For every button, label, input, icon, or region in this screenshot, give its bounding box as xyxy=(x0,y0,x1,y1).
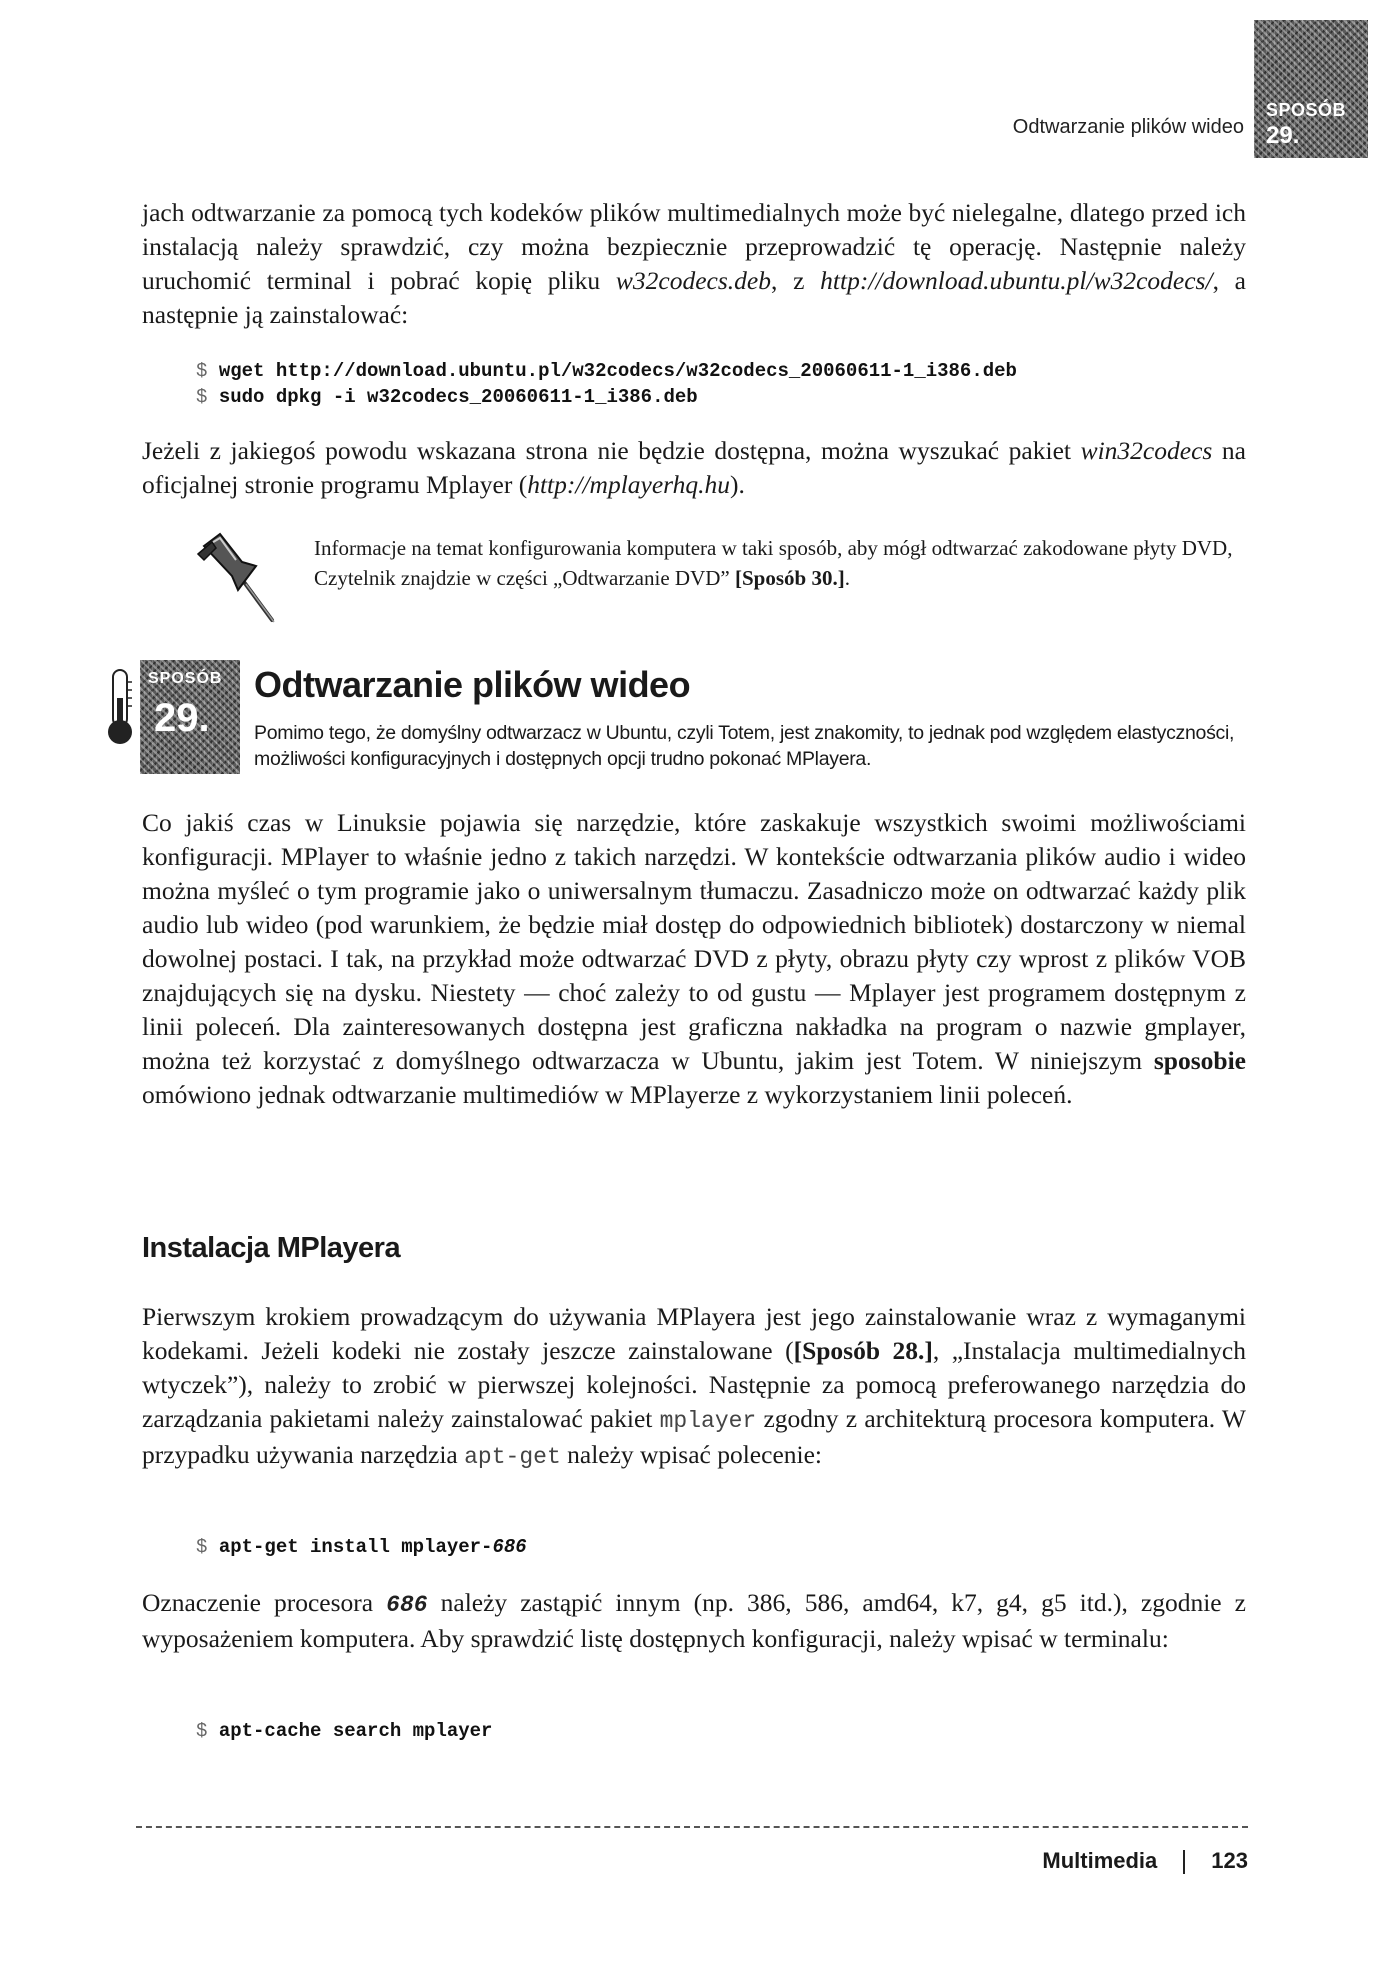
chapter-tab xyxy=(1254,20,1368,158)
chapter-tab-label: SPOSÓB xyxy=(1266,100,1347,120)
text-run: jach odtwarzanie za pomocą tych kodeków plików multimedialnych może być nielegalne, dlatego przed ich instalacją należy sprawdzić, czy można bezpiecznie przeprowadzić tę operację. Następnie należy uruchomić terminal i pobrać kopię pliku xyxy=(142,198,1246,295)
footer-rule xyxy=(136,1826,1248,1828)
fallback-paragraph xyxy=(142,434,1246,502)
note-text xyxy=(314,533,1234,593)
cross-reference: [Sposób 30.] xyxy=(734,566,845,590)
pushpin-icon xyxy=(194,528,290,628)
text-run: Informacje na temat konfigurowania komputera w taki sposób, aby mógł odtwarzać zakodowane płyty DVD, Czytelnik znajdzie w części „Odtwarzanie DVD” xyxy=(314,536,1233,590)
page-number: 123 xyxy=(1211,1848,1248,1873)
arch-paragraph xyxy=(142,1586,1246,1656)
footer-separator xyxy=(1183,1850,1185,1874)
section-heading: Instalacja MPlayera xyxy=(142,1232,401,1264)
text-run: , „Instalacja multimedialnych wtyczek”), należy to zrobić w pierwszej kolejności. Następnie za pomocą preferowanego narzędzia do zarządzania pakietami należy zainstalować pakiet xyxy=(142,1336,1246,1433)
text-run: Jeżeli z jakiegoś powodu wskazana strona nie będzie dostępna, można wyszukać pakiet xyxy=(142,436,1081,465)
text-run: . xyxy=(844,566,850,590)
hack-badge xyxy=(140,660,240,774)
intro-paragraph xyxy=(142,196,1246,332)
cross-reference: [Sposób 28.] xyxy=(793,1336,933,1365)
inline-code: 686 xyxy=(386,1592,428,1618)
shell-prompt: $ xyxy=(196,386,208,408)
command-line: apt-get install mplayer- xyxy=(218,1536,493,1558)
text-run: Pierwszym krokiem prowadzącym do używania MPlayera jest jego zainstalowanie wraz z wymaganymi kodekami. Jeżeli kodeki nie zostały jeszcze zainstalowane ( xyxy=(142,1302,1246,1365)
text-run: ). xyxy=(730,470,745,499)
package-name: win32codecs xyxy=(1080,436,1213,465)
hack-badge-label: SPOSÓB xyxy=(148,670,223,687)
command-line: wget http://download.ubuntu.pl/w32codecs/w32codecs_20060611-1_i386.deb xyxy=(218,360,1017,382)
text-run: należy zastąpić innym (np. 386, 586, amd64, k7, g4, g5 itd.), zgodnie z wyposażeniem komputera. Aby sprawdzić listę dostępnych konfiguracji, należy wpisać w terminalu: xyxy=(142,1588,1246,1653)
running-header: Odtwarzanie plików wideo xyxy=(1012,116,1244,138)
command-line: apt-cache search mplayer xyxy=(218,1720,493,1742)
shell-prompt: $ xyxy=(196,1720,208,1742)
placeholder-arch: 686 xyxy=(492,1536,527,1558)
hack-body-paragraph xyxy=(142,806,1246,1112)
text-run: zgodny z architekturą procesora komputera. W przypadku używania narzędzia xyxy=(142,1404,1246,1469)
inline-code: apt-get xyxy=(464,1444,561,1470)
shell-prompt: $ xyxy=(196,360,208,382)
text-run: na oficjalnej stronie programu Mplayer ( xyxy=(142,436,1246,499)
text-run: należy wpisać polecenie: xyxy=(560,1440,823,1469)
code-block-w32codecs xyxy=(196,358,1017,410)
url: http://download.ubuntu.pl/w32codecs/ xyxy=(820,266,1213,295)
filename: w32codecs.deb xyxy=(615,266,771,295)
code-block-apt-cache xyxy=(196,1718,492,1744)
text-run: Co jakiś czas w Linuksie pojawia się narzędzie, które zaskakuje wszystkich swoimi możliwościami konfiguracji. MPlayer to właśnie jedno z takich narzędzi. W kontekście odtwarzania plików audio i wideo można myśleć o tym programie jako o uniwersalnym tłumaczu. Zasadniczo może on odtwarzać każdy plik audio lub wideo (pod warunkiem, że będzie miał dostęp do odpowiednich bibliotek) dostarczony w niemal dowolnej postaci. I tak, na przykład może odtwarzać DVD z płyty, obrazu płyty czy wprost z plików VOB znajdujących się na dysku. Niestety — choć zależy to od gustu — Mplayer jest programem dostępnym z linii poleceń. Dla zainteresowanych dostępna jest graficzna nakładka na program o nazwie gmplayer, można też korzystać z domyślnego odtwarzacza w Ubuntu, jakim jest Totem. W niniejszym xyxy=(142,808,1246,1075)
hack-subtitle: Pomimo tego, że domyślny odtwarzacz w Ubuntu, czyli Totem, jest znakomity, to jednak pod względem elastyczności, możliwości konfiguracyjnych i dostępnych opcji trudno pokonać MPlayera. xyxy=(254,722,1235,770)
chapter-tab-number: 29. xyxy=(1266,122,1300,149)
code-block-apt-get xyxy=(196,1534,527,1560)
url: http://mplayerhq.hu xyxy=(527,470,731,499)
hack-badge-number: 29. xyxy=(154,696,210,740)
text-run: Oznaczenie procesora xyxy=(142,1588,387,1617)
text-run: , z xyxy=(771,266,821,295)
shell-prompt: $ xyxy=(196,1536,208,1558)
text-run: , a następnie ją zainstalować: xyxy=(142,266,1246,329)
command-line: sudo dpkg -i w32codecs_20060611-1_i386.deb xyxy=(218,386,698,408)
text-run: omówiono jednak odtwarzanie multimediów w MPlayerze z wykorzystaniem linii poleceń. xyxy=(142,1080,1073,1109)
emphasis: sposobie xyxy=(1153,1046,1246,1075)
install-paragraph xyxy=(142,1300,1246,1474)
thermometer-icon xyxy=(104,668,136,748)
inline-code: mplayer xyxy=(659,1408,757,1434)
footer-section-name: Multimedia xyxy=(1042,1848,1158,1873)
footer xyxy=(1042,1848,1248,1874)
hack-title: Odtwarzanie plików wideo xyxy=(254,664,691,705)
